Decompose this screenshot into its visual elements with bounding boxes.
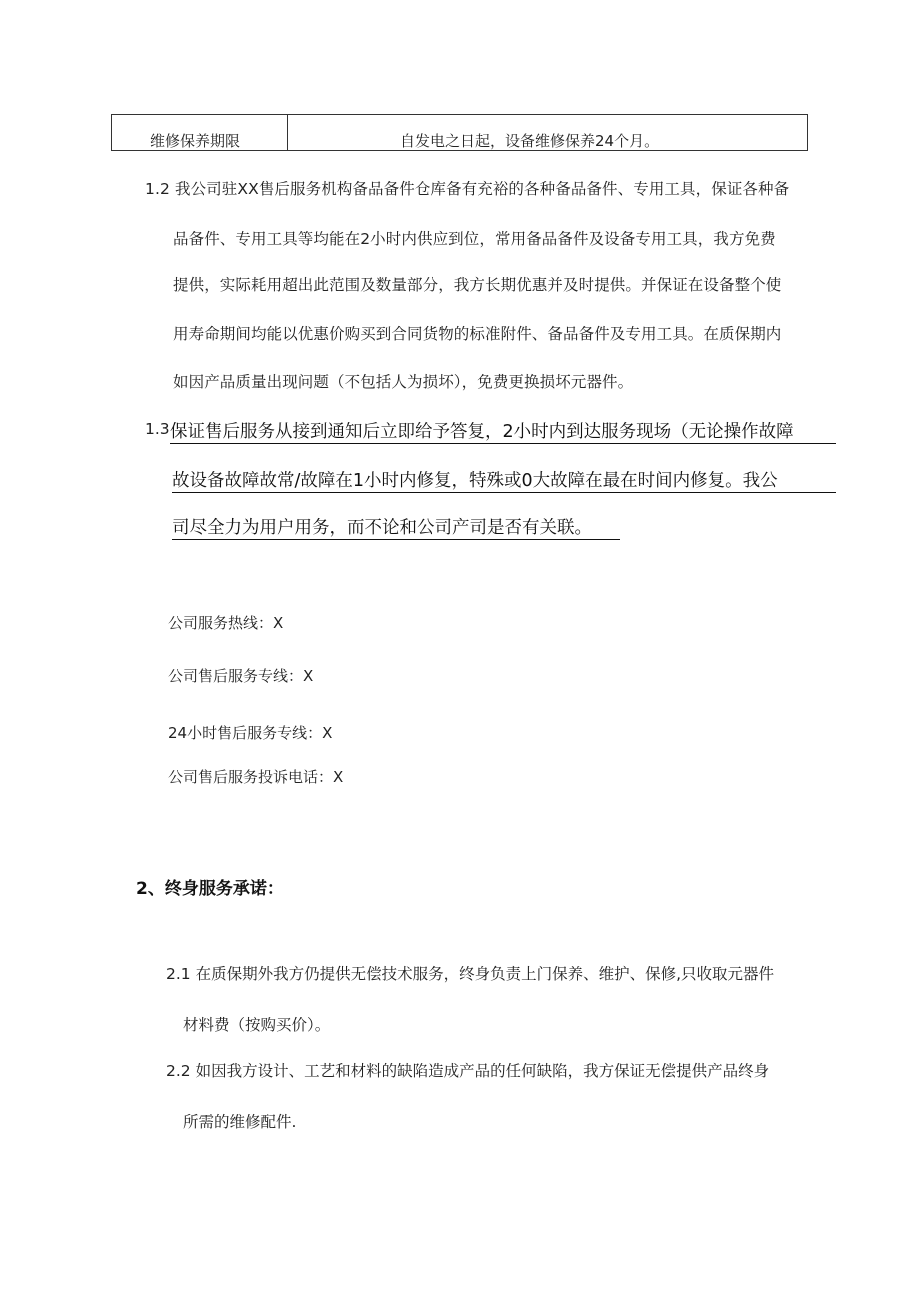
- underlined-line: 保证售后服务从接到通知后立即给予答复，2小时内到达服务现场（无论操作故障: [170, 422, 794, 442]
- paragraph-line: 用寿命期间均能以优惠价购买到合同货物的标准附件、备品备件及专用工具。在质保期内: [173, 325, 782, 343]
- underline: [172, 539, 620, 540]
- paragraph-line: 品备件、专用工具等均能在2小时内供应到位，常用备品备件及设备专用工具，我方免费: [173, 230, 776, 248]
- warranty-table: [111, 114, 808, 151]
- paragraph-line: 如因产品质量出现问题（不包括人为损坏），免费更换损坏元器件。: [173, 373, 634, 391]
- table-divider: [287, 115, 288, 150]
- underlined-line: 司尽全力为用户用务，而不论和公司产司是否有关联。: [172, 518, 592, 538]
- paragraph-line: 提供，实际耗用超出此范围及数量部分，我方长期优惠并及时提供。并保证在设备整个使: [173, 276, 782, 294]
- paragraph-line: 1.2 我公司驻XX售后服务机构备品备件仓库备有充裕的各种备品备件、专用工具，保证各种备: [145, 180, 790, 198]
- item-line: 所需的维修配件.: [183, 1113, 297, 1131]
- contact-24h: 24小时售后服务专线：X: [168, 724, 333, 742]
- contact-hotline: 公司服务热线：X: [168, 614, 284, 632]
- underline: [170, 443, 836, 444]
- underlined-line: 故设备故障故常/故障在1小时内修复，特殊或0大故障在最在时间内修复。我公: [172, 471, 778, 491]
- section-heading: 2、终身服务承诺：: [136, 879, 284, 899]
- table-label-cell: 维修保养期限: [150, 132, 241, 150]
- item-line: 2.2 如因我方设计、工艺和材料的缺陷造成产品的任何缺陷，我方保证无偿提供产品终身: [166, 1062, 770, 1080]
- table-value-cell: 自发电之日起，设备维修保养24个月。: [400, 132, 660, 150]
- underline: [172, 492, 836, 493]
- section-number: 1.3: [145, 420, 170, 438]
- item-line: 2.1 在质保期外我方仍提供无偿技术服务，终身负责上门保养、维护、保修,只收取元器件: [166, 965, 775, 983]
- item-line: 材料费（按购买价）。: [183, 1016, 331, 1034]
- contact-complaint: 公司售后服务投诉电话：X: [168, 768, 344, 786]
- contact-after-sales: 公司售后服务专线：X: [168, 667, 314, 685]
